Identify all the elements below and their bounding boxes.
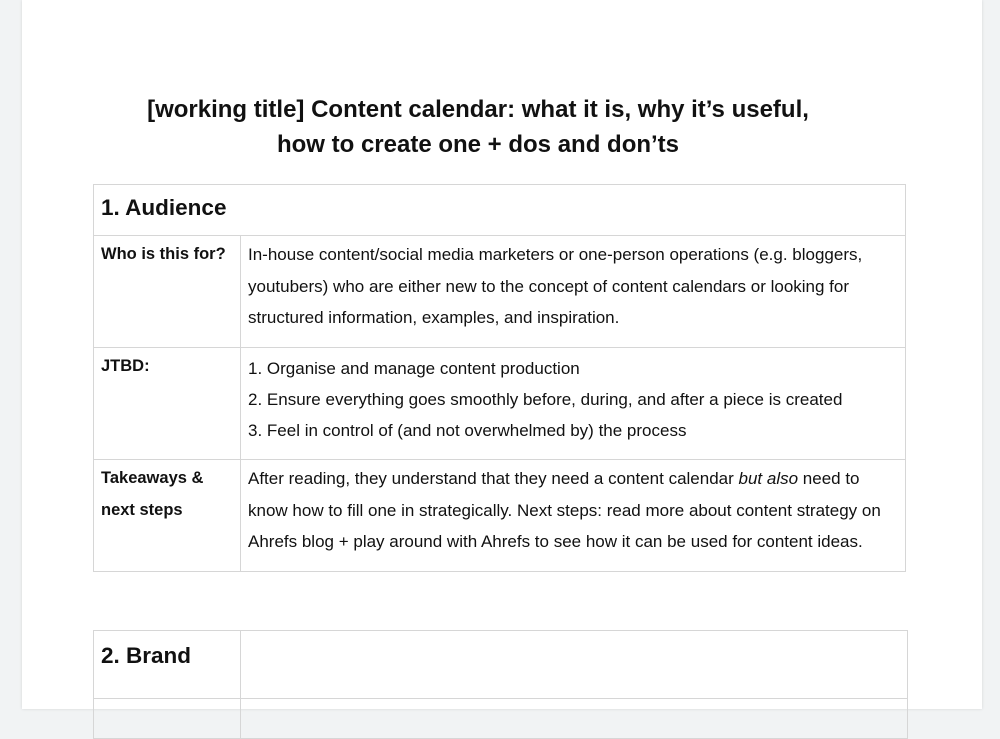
takeaways-text-start: After reading, they understand that they need a content calendar [248,469,739,488]
row-list-jtbd [241,348,906,460]
document-title [22,92,934,162]
row-label-takeaways: Takeaways & next steps [94,460,241,572]
document-page [22,0,982,709]
audience-header-row [94,185,906,236]
table-cell [94,699,241,739]
section-heading-audience: 1. Audience [94,185,906,236]
audience-table [93,184,906,572]
row-label-jtbd: JTBD: [94,348,241,460]
table-row [94,460,906,572]
row-text-who: In-house content/social media marketers or one-person operations (e.g. bloggers, youtubers) who are either new to the concept of content calendars or looking for structured information, examples, and inspiration. [241,236,906,348]
brand-table [93,630,908,739]
list-item: 3. Feel in control of (and not overwhelmed by) the process [248,421,687,440]
table-row [94,348,906,460]
takeaways-text-emphasis: but also [738,469,799,488]
row-text-takeaways [241,460,906,572]
brand-header-empty-cell [241,631,908,699]
brand-header-row [94,631,908,699]
takeaways-text-end: need to know how to fill one in strategically. Next steps: read more about content strategy on Ahrefs blog + play around with Ahrefs to see how it can be used for content ideas. [248,469,881,551]
table-row [94,236,906,348]
section-heading-brand: 2. Brand [94,631,241,699]
list-item: 1. Organise and manage content production [248,359,580,378]
row-label-who: Who is this for? [94,236,241,348]
table-row [94,699,908,739]
table-cell [241,699,908,739]
title-line-1: [working title] Content calendar: what it is, why it’s useful, [147,96,809,123]
title-line-2: how to create one + dos and don’ts [276,131,680,158]
list-item: 2. Ensure everything goes smoothly before, during, and after a piece is created [248,390,843,409]
